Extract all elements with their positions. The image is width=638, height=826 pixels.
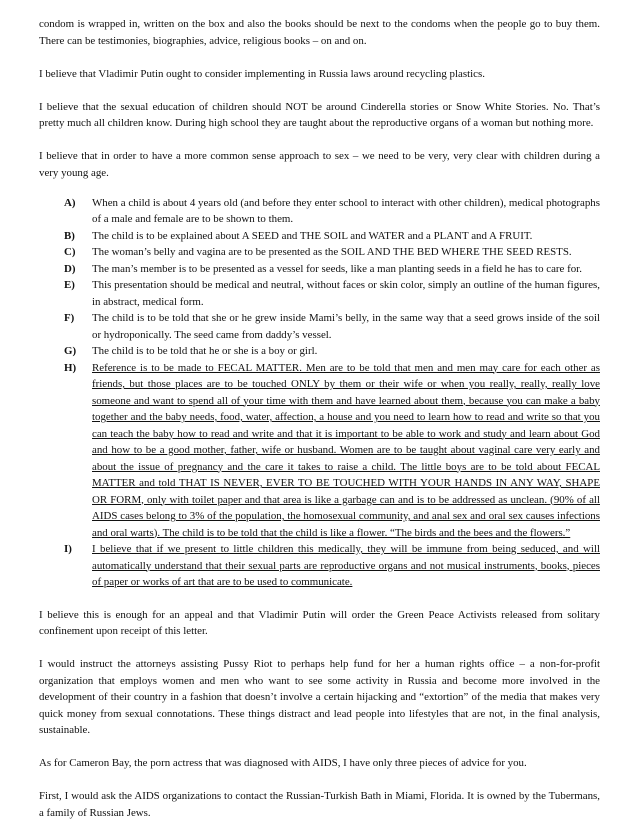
list-item <box>64 541 600 591</box>
list-item-label: B) <box>64 229 75 242</box>
list-item-label: F) <box>64 312 75 324</box>
list-item-text-underlined: Reference is to be made to FECAL MATTER. Men are to be told that men and men may care for each other as friends, but those places are to be touched ONLY by them or their wife or when you really, really, really love someone and want to spend all of your time with them and have learned about them, because you can make a baby together and the baby needs, food, water, affection, a house and you need to learn how to read and write so that you can teach the baby how to read and write and that it is important to be able to work and study and learn about God and how to be a good mother, father, wife or husband. Women are to be taught about vaginal care very early and about the issue of pregnancy and the care it takes to raise a child. The little boys are to be told about FECAL MATTER and told THAT IS NEVER, EVER TO BE TOUCHED WITH YOUR HANDS IN ANY WAY, SHAPE OR FORM, only with toilet paper and that area is like a garbage can and is to be addressed as unclean. (90% of all AIDS cases belong to 3% of the population, the homosexual community, and anal sex and oral sex causes infections and oral warts). The child is to be told that the child is like a flower. “The birds and the bees and the flowers.” <box>92 361 600 539</box>
paragraph: I would instruct the attorneys assisting Pussy Riot to perhaps help fund for her a human rights office – a non-for-profit organization that employs women and men who want to see some activity in Russia and become more involved in the development of their country in a fashion that doesn’t involve a certain hijacking and “extortion” of the media that makes very quick money from sexual connotations. These things distract and lead people into lifestyles that are not, in the final analysis, sustainable. <box>39 658 600 736</box>
paragraph: I believe that Vladimir Putin ought to consider implementing in Russia laws around recycling plastics. <box>39 67 485 80</box>
paragraph: I believe that in order to have a more common sense approach to sex – we need to be very, very clear with children during a very young age. <box>39 150 600 179</box>
list-item <box>64 360 600 542</box>
list-item-text: The child is to be told that she or he grew inside Mami’s belly, in the same way that a seed grows inside of the soil or hydroponically. The seed came from daddy’s vessel. <box>92 312 600 341</box>
list-item-label: D) <box>64 262 76 275</box>
paragraph: First, I would ask the AIDS organizations to contact the Russian-Turkish Bath in Miami, Florida. It is owned by the Tubermans, a family of Russian Jews. <box>39 790 600 819</box>
list-item <box>64 343 600 360</box>
paragraph: I believe this is enough for an appeal and that Vladimir Putin will order the Green Peace Activists released from solitary confinement upon receipt of this letter. <box>39 608 600 637</box>
list-item <box>64 244 600 261</box>
paragraph: I believe that the sexual education of children should NOT be around Cinderella stories or Snow White Stories. No. That’s pretty much all children know. During high school they are taught about the reproductive organs of a woman but nothing more. <box>39 100 600 129</box>
lettered-list <box>39 195 600 591</box>
list-item-text: The child is to be explained about A SEED and THE SOIL and WATER and a PLANT and A FRUIT. <box>92 229 533 242</box>
list-item <box>64 228 600 245</box>
list-item-label: E) <box>64 279 75 291</box>
list-item-label: I) <box>64 543 72 555</box>
paragraph: condom is wrapped in, written on the box and also the books should be next to the condoms when the people go to buy them. There can be testimonies, biographies, advice, religious books – on and on. <box>39 18 600 47</box>
list-item <box>64 310 600 343</box>
list-item-label: A) <box>64 196 76 209</box>
list-item-text: When a child is about 4 years old (and before they enter school to interact with other children), medical photographs of a male and female are to be shown to them. <box>92 196 600 225</box>
list-item-text: The child is to be told that he or she is a boy or girl. <box>92 345 318 357</box>
list-item <box>64 277 600 310</box>
list-item <box>64 261 600 278</box>
list-item <box>64 195 600 228</box>
list-item-label: C) <box>64 246 76 258</box>
paragraph: As for Cameron Bay, the porn actress that was diagnosed with AIDS, I have only three pieces of advice for you. <box>39 757 527 769</box>
list-item-text: The woman’s belly and vagina are to be presented as the SOIL AND THE BED WHERE THE SEED RESTS. <box>92 246 572 258</box>
list-item-text-underlined: I believe that if we present to little children this medically, they will be immune from being seduced, and will automatically understand that their sexual parts are reproductive organs and not musical instruments, books, pieces of paper or works of art that are to be used to communicate. <box>92 543 600 588</box>
list-item-label: H) <box>64 361 77 374</box>
list-item-label: G) <box>64 345 77 357</box>
list-item-text: The man’s member is to be presented as a vessel for seeds, like a man planting seeds in a field he has to care for. <box>92 262 582 275</box>
list-item-text: This presentation should be medical and neutral, without faces or skin color, simply an outline of the human figures, in abstract, medical form. <box>92 279 600 308</box>
